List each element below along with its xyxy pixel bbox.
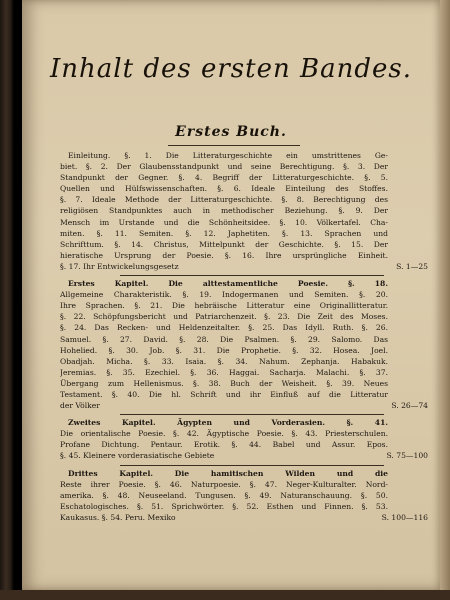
toc-line: Die orientalische Poesie. §. 42. Ägyptische Poesie. §. 43. Priesterschulen. (60, 429, 388, 439)
toc-line: der Völker (60, 401, 100, 411)
page-edge (440, 0, 450, 600)
toc-line: religiösen Standpunktes auch in methodischer Beziehung. §. 9. Der (60, 206, 388, 216)
table-of-contents (60, 150, 428, 523)
toc-section (60, 278, 428, 411)
table-surface (0, 590, 450, 600)
section-divider (120, 414, 384, 415)
toc-line: amerika. §. 48. Neuseeland. Tungusen. §. 49. Naturanschauung. §. 50. (60, 490, 388, 500)
toc-line: Allgemeine Charakteristik. §. 19. Indogermanen und Semiten. §. 20. (60, 290, 388, 300)
toc-line: Zweites Kapitel. Ägypten und Vorderasien. §. 41. (68, 418, 388, 428)
section-divider (120, 465, 384, 466)
toc-line: Mensch im Urstande und die Schönheitsidee. §. 10. Völkertafel. Cha- (60, 217, 388, 227)
toc-line: Reste ihrer Poesie. §. 46. Naturpoesie. §. 47. Neger-Kulturalter. Nord- (60, 479, 388, 489)
toc-section (60, 417, 428, 461)
toc-line: hieratische Ursprung der Poesie. §. 16. Ihre ursprüngliche Einheit. (60, 250, 388, 260)
toc-line: Übergang zum Hellenismus. §. 38. Buch der Weisheit. §. 39. Neues (60, 378, 388, 388)
toc-line: Drittes Kapitel. Die hamitischen Wilden und die (68, 468, 388, 478)
toc-line: §. 22. Schöpfungsbericht und Patriarchenzeit. §. 23. Die Zeit des Moses. (60, 312, 388, 322)
toc-section (60, 468, 428, 523)
toc-line: Hohelied. §. 30. Job. §. 31. Die Prophetie. §. 32. Hosea. Joel. (60, 345, 388, 355)
toc-line: Erstes Kapitel. Die alttestamentliche Poesie. §. 18. (68, 279, 388, 289)
toc-line: §. 17. Ihr Entwickelungsgesetz (60, 261, 179, 271)
toc-section (60, 150, 428, 272)
toc-line: Kaukasus. §. 54. Peru. Mexiko (60, 512, 176, 522)
toc-line: biet. §. 2. Der Glaubensstandpunkt und seine Berechtigung. §. 3. Der (60, 162, 388, 172)
toc-line: Profane Dichtung. Pentaur. Erotik. §. 44. Babel und Assur. Epos. (60, 440, 388, 450)
toc-line: Quellen und Hülfswissenschaften. §. 6. Ideale Einteilung des Stoffes. (60, 184, 388, 194)
toc-line: Samuel. §. 27. David. §. 28. Die Psalmen. §. 29. Salomo. Das (60, 334, 388, 344)
toc-line: §. 7. Ideale Methode der Litteraturgeschichte. §. 8. Berechtigung des (60, 195, 388, 205)
toc-line: Eschatologisches. §. 51. Sprichwörter. §. 52. Esthen und Finnen. §. 53. (60, 501, 388, 511)
heading-rule (168, 145, 300, 146)
page-range: S. 26—74 (391, 401, 428, 411)
toc-line: §. 24. Das Recken- und Heldenzeitalter. §. 25. Das Idyll. Ruth. §. 26. (60, 323, 388, 333)
page-title: Inhalt des ersten Bandes. (50, 54, 412, 84)
toc-line: Einleitung. §. 1. Die Litteraturgeschichte ein umstrittenes Ge- (68, 151, 388, 160)
book-page (22, 0, 440, 590)
page-range: S. 100—116 (381, 512, 428, 522)
toc-line: Schrifttum. §. 14. Christus, Mittelpunkt der Geschichte. §. 15. Der (60, 239, 388, 249)
toc-line: Ihre Sprachen. §. 21. Die hebräische Litteratur eine Originallitteratur. (60, 301, 388, 311)
section-divider (120, 275, 384, 276)
toc-line: Testament. §. 40. Die hl. Schrift und ihr Einfluß auf die Litteratur (60, 389, 388, 399)
toc-line: Jeremias. §. 35. Ezechiel. §. 36. Haggai. Sacharja. Malachi. §. 37. (60, 367, 388, 377)
toc-line: miten. §. 11. Semiten. §. 12. Japhetiten. §. 13. Sprachen und (60, 228, 388, 238)
toc-line: §. 45. Kleinere vorderasiatische Gebiete (60, 451, 215, 461)
page-range: S. 1—25 (396, 261, 428, 271)
toc-line: Standpunkt der Gegner. §. 4. Begriff der Litteraturgeschichte. §. 5. (60, 173, 388, 183)
page-range: S. 75—100 (386, 451, 428, 461)
book-heading: Erstes Buch. (175, 124, 287, 140)
toc-line: Obadjah. Micha. §. 33. Isaia. §. 34. Nahum. Zephanja. Habakuk. (60, 356, 388, 366)
